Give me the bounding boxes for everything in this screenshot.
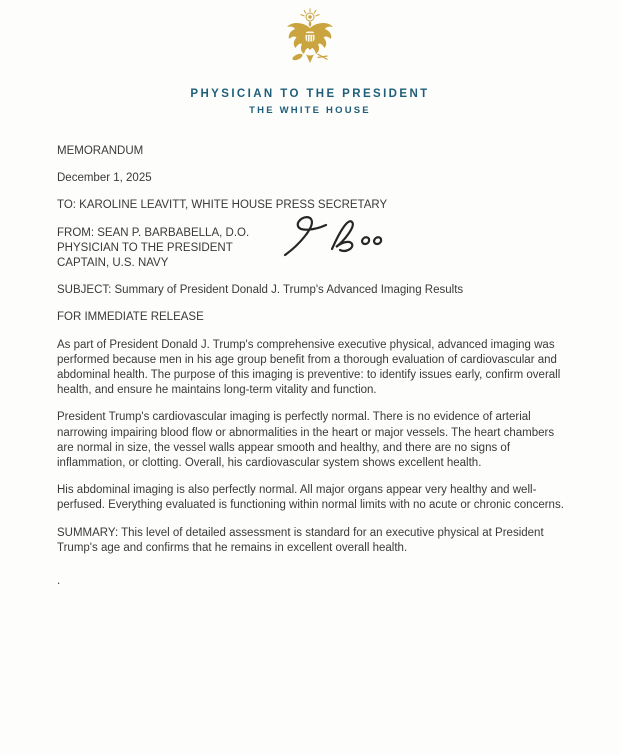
memo-body bbox=[57, 144, 570, 601]
presidential-seal-icon bbox=[281, 8, 339, 76]
trailing-period-mark: . bbox=[57, 575, 61, 588]
memo-from-block bbox=[57, 226, 570, 272]
letterhead-org-title: THE WHITE HOUSE bbox=[249, 105, 371, 116]
memo-paragraph-summary: SUMMARY: This level of detailed assessment is standard for an executive physical at President Trump's age and confirms that he remains in excellent overall health. bbox=[57, 526, 544, 554]
memo-subject-line: SUBJECT: Summary of President Donald J. Trump's Advanced Imaging Results bbox=[57, 284, 464, 297]
letterhead-office-title: PHYSICIAN TO THE PRESIDENT bbox=[190, 88, 430, 100]
memo-release-line: FOR IMMEDIATE RELEASE bbox=[57, 311, 204, 324]
memo-paragraph-2: President Trump's cardiovascular imaging is perfectly normal. There is no evidence of arterial narrowing impairing blood flow or abnormalities in the heart or major vessels. The heart chambers are normal in size, the vessel walls appear smooth and healthy, and there are no signs of inflammation, or clotting. Overall, his cardiovascular system shows excellent health. bbox=[57, 411, 555, 470]
memo-date: December 1, 2025 bbox=[57, 172, 152, 185]
memo-from-line3: CAPTAIN, U.S. NAVY bbox=[57, 257, 169, 270]
memo-paragraph-3: His abdominal imaging is also perfectly normal. All major organs appear very healthy and well-perfused. Everything evaluated is functioning within normal limits with no acute or chronic concerns. bbox=[57, 484, 564, 512]
memo-to-line: TO: KAROLINE LEAVITT, WHITE HOUSE PRESS SECRETARY bbox=[57, 199, 388, 212]
memo-from-line1: FROM: SEAN P. BARBABELLA, D.O. bbox=[57, 226, 250, 239]
memo-paragraph-1: As part of President Donald J. Trump's comprehensive executive physical, advanced imaging was performed because men in his age group benefit from a thorough evaluation of cardiovascular and abdominal health. The purpose of this imaging is preventive: to identify issues early, confirm overall health, and ensure he maintains long-term vitality and function. bbox=[57, 338, 561, 397]
memo-label: MEMORANDUM bbox=[57, 145, 144, 157]
letterhead bbox=[0, 0, 620, 116]
memo-from-line2: PHYSICIAN TO THE PRESIDENT bbox=[57, 241, 233, 254]
